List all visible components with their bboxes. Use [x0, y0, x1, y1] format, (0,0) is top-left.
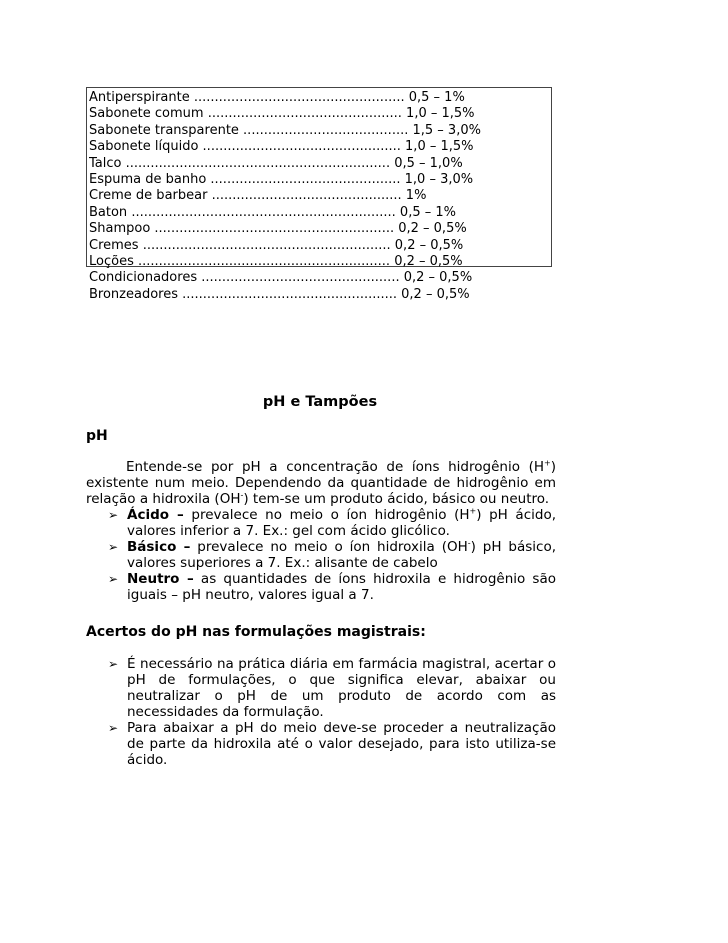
dot-leader: ...............................................: [203, 106, 402, 122]
product-name: Sabonete comum: [89, 106, 204, 122]
concentration-value: 1,0 – 1,5%: [400, 139, 474, 155]
table-row: [89, 238, 551, 254]
product-name: Bronzeadores: [89, 286, 178, 302]
list-item: ➢ É necessário na prática diária em farmácia magistral, acertar o pH de formulações, o que significa elevar, abaixar ou neutralizar o pH de um produto de acordo com as necessidades da formulação.: [108, 656, 556, 720]
concentration-value: 1,0 – 3,0%: [400, 171, 474, 187]
table-row: [89, 270, 551, 286]
concentration-value: 1%: [401, 188, 427, 204]
product-name: Creme de barbear: [89, 188, 208, 204]
ph-definition-paragraph: Entende-se por pH a concentração de íons hidrogênio (H+) existente num meio. Dependendo da quantidade de hidrogênio em relação a hidroxila (OH-) tem-se um produto ácido, básico ou neutro.: [86, 458, 556, 507]
product-name: Condicionadores: [89, 270, 198, 286]
dot-leader: ..............................................: [206, 171, 401, 187]
product-name: Baton: [89, 204, 128, 220]
product-name: Cremes: [89, 237, 139, 253]
table-row: [89, 156, 551, 172]
table-row: [89, 188, 551, 204]
product-name: Espuma de banho: [89, 171, 207, 187]
ph-section: [86, 459, 556, 603]
concentration-value: 0,5 – 1%: [404, 90, 465, 105]
dot-leader: ..............................................: [207, 188, 402, 204]
concentration-value: 0,2 – 0,5%: [397, 286, 470, 302]
dot-leader: ............................................................: [138, 237, 391, 253]
arrow-bullet-icon: ➢: [108, 508, 119, 522]
concentration-value: 0,2 – 0,5%: [399, 270, 473, 286]
table-row: [89, 123, 551, 139]
dot-leader: ...................................................: [189, 90, 405, 105]
acertos-list: [86, 656, 556, 768]
product-name: Talco: [89, 155, 122, 171]
dot-leader: ....................................................: [178, 286, 398, 302]
dot-leader: ................................................................: [127, 204, 396, 220]
concentration-value: 0,5 – 1,0%: [390, 155, 463, 171]
product-name: Sabonete transparente: [89, 122, 239, 138]
table-row: [89, 221, 551, 237]
bullet-neutro: ➢ Neutro – as quantidades de íons hidroxila e hidrogênio são iguais – pH neutro, valores igual a 7.: [108, 571, 556, 603]
concentration-value: 0,5 – 1%: [395, 204, 456, 220]
concentration-value: 0,2 – 0,5%: [394, 221, 467, 237]
table-row: [89, 205, 551, 221]
table-row: [89, 90, 551, 106]
table-row: [89, 106, 551, 122]
list-item: ➢ Para abaixar a pH do meio deve-se proceder a neutralização de parte da hidroxila até o valor desejado, para isto utiliza-se ácido.: [108, 720, 556, 768]
table-row: [89, 287, 551, 303]
dot-leader: ................................................................: [121, 155, 391, 171]
product-name: Sabonete líquido: [89, 139, 199, 155]
acertos-heading: Acertos do pH nas formulações magistrais:: [86, 624, 426, 640]
product-name: Loções: [89, 253, 134, 269]
bullet-basico: ➢ Básico – prevalece no meio o íon hidroxila (OH-) pH básico, valores superiores a 7. Ex.: alisante de cabelo: [108, 538, 557, 571]
table-row: [89, 172, 551, 188]
concentration-value: 0,2 – 0,5%: [390, 253, 463, 269]
dot-leader: .............................................................: [133, 253, 391, 269]
arrow-bullet-icon: ➢: [108, 572, 119, 586]
dot-leader: ................................................: [197, 270, 400, 286]
table-row: [89, 254, 551, 270]
table-row: [89, 139, 551, 155]
product-name: Antiperspirante: [89, 90, 190, 105]
bullet-label: Ácido –: [127, 507, 184, 523]
ph-heading: pH: [86, 428, 108, 444]
section-title: pH e Tampões: [262, 394, 378, 410]
dot-leader: ................................................: [198, 139, 401, 155]
arrow-bullet-icon: ➢: [108, 540, 119, 554]
dot-leader: ........................................: [238, 122, 409, 138]
concentration-value: 0,2 – 0,5%: [390, 237, 464, 253]
arrow-bullet-icon: ➢: [108, 657, 119, 671]
bullet-acido: ➢ Ácido – prevalece no meio o íon hidrogênio (H+) pH ácido, valores inferior a 7. Ex.: gel com ácido glicólico.: [108, 506, 556, 539]
concentration-value: 1,5 – 3,0%: [408, 122, 481, 138]
product-name: Shampoo: [89, 221, 151, 237]
bullet-label: Básico –: [127, 539, 191, 555]
dot-leader: ..........................................................: [150, 221, 395, 237]
concentration-value: 1,0 – 1,5%: [401, 106, 475, 122]
bullet-label: Neutro –: [127, 571, 194, 587]
arrow-bullet-icon: ➢: [108, 721, 119, 735]
concentration-table: [86, 87, 552, 302]
